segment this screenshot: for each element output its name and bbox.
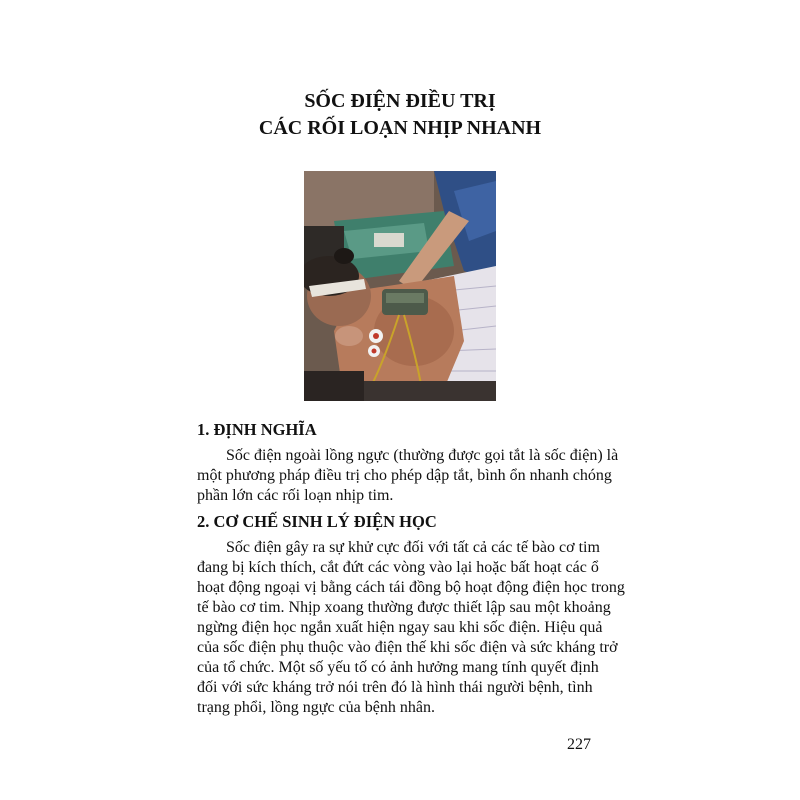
section-heading-definition: 1. ĐỊNH NGHĨA [197,420,317,439]
defibrillation-photo [304,171,496,401]
text-line: đối với sức kháng trở nói trên đó là hình thái người bệnh, tình [197,679,593,696]
page-title [0,88,800,142]
text-line: đang bị kích thích, cắt đứt các vòng vào lại hoặc bất hoạt các ổ [197,559,599,576]
text-line: hoạt động ngoại vị bằng cách tái đồng bộ hoạt động điện học trong [197,579,625,596]
paragraph-definition [197,446,619,506]
text-line: tế bào cơ tim. Nhịp xoang thường được thiết lập sau một khoảng [197,599,611,616]
text-line: của tổ chức. Một số yếu tố có ảnh hưởng mang tính quyết định [197,659,599,676]
text-line: Sốc điện ngoài lồng ngực (thường được gọi tắt là sốc điện) là [226,447,619,464]
text-line: trạng phổi, lồng ngực của bệnh nhân. [197,699,435,716]
title-line-2: CÁC RỐI LOẠN NHỊP NHANH [258,117,542,139]
text-line: một phương pháp điều trị cho phép dập tắt, bình ổn nhanh chóng [197,467,612,484]
text-line: ngừng điện học ngắn xuất hiện ngay sau khi sốc điện. Hiệu quả [197,619,603,636]
text-line: của sốc điện phụ thuộc vào điện thế khi sốc điện và sức kháng trở [197,639,618,656]
paragraph-mechanism [197,538,625,718]
text-line: phần lớn các rối loạn nhịp tim. [197,487,394,504]
title-line-1: SỐC ĐIỆN ĐIỀU TRỊ [304,90,496,112]
page-number: 227 [567,736,591,753]
text-line: Sốc điện gây ra sự khử cực đối với tất cả các tế bào cơ tim [226,539,600,556]
section-heading-mechanism: 2. CƠ CHẾ SINH LÝ ĐIỆN HỌC [197,512,437,531]
